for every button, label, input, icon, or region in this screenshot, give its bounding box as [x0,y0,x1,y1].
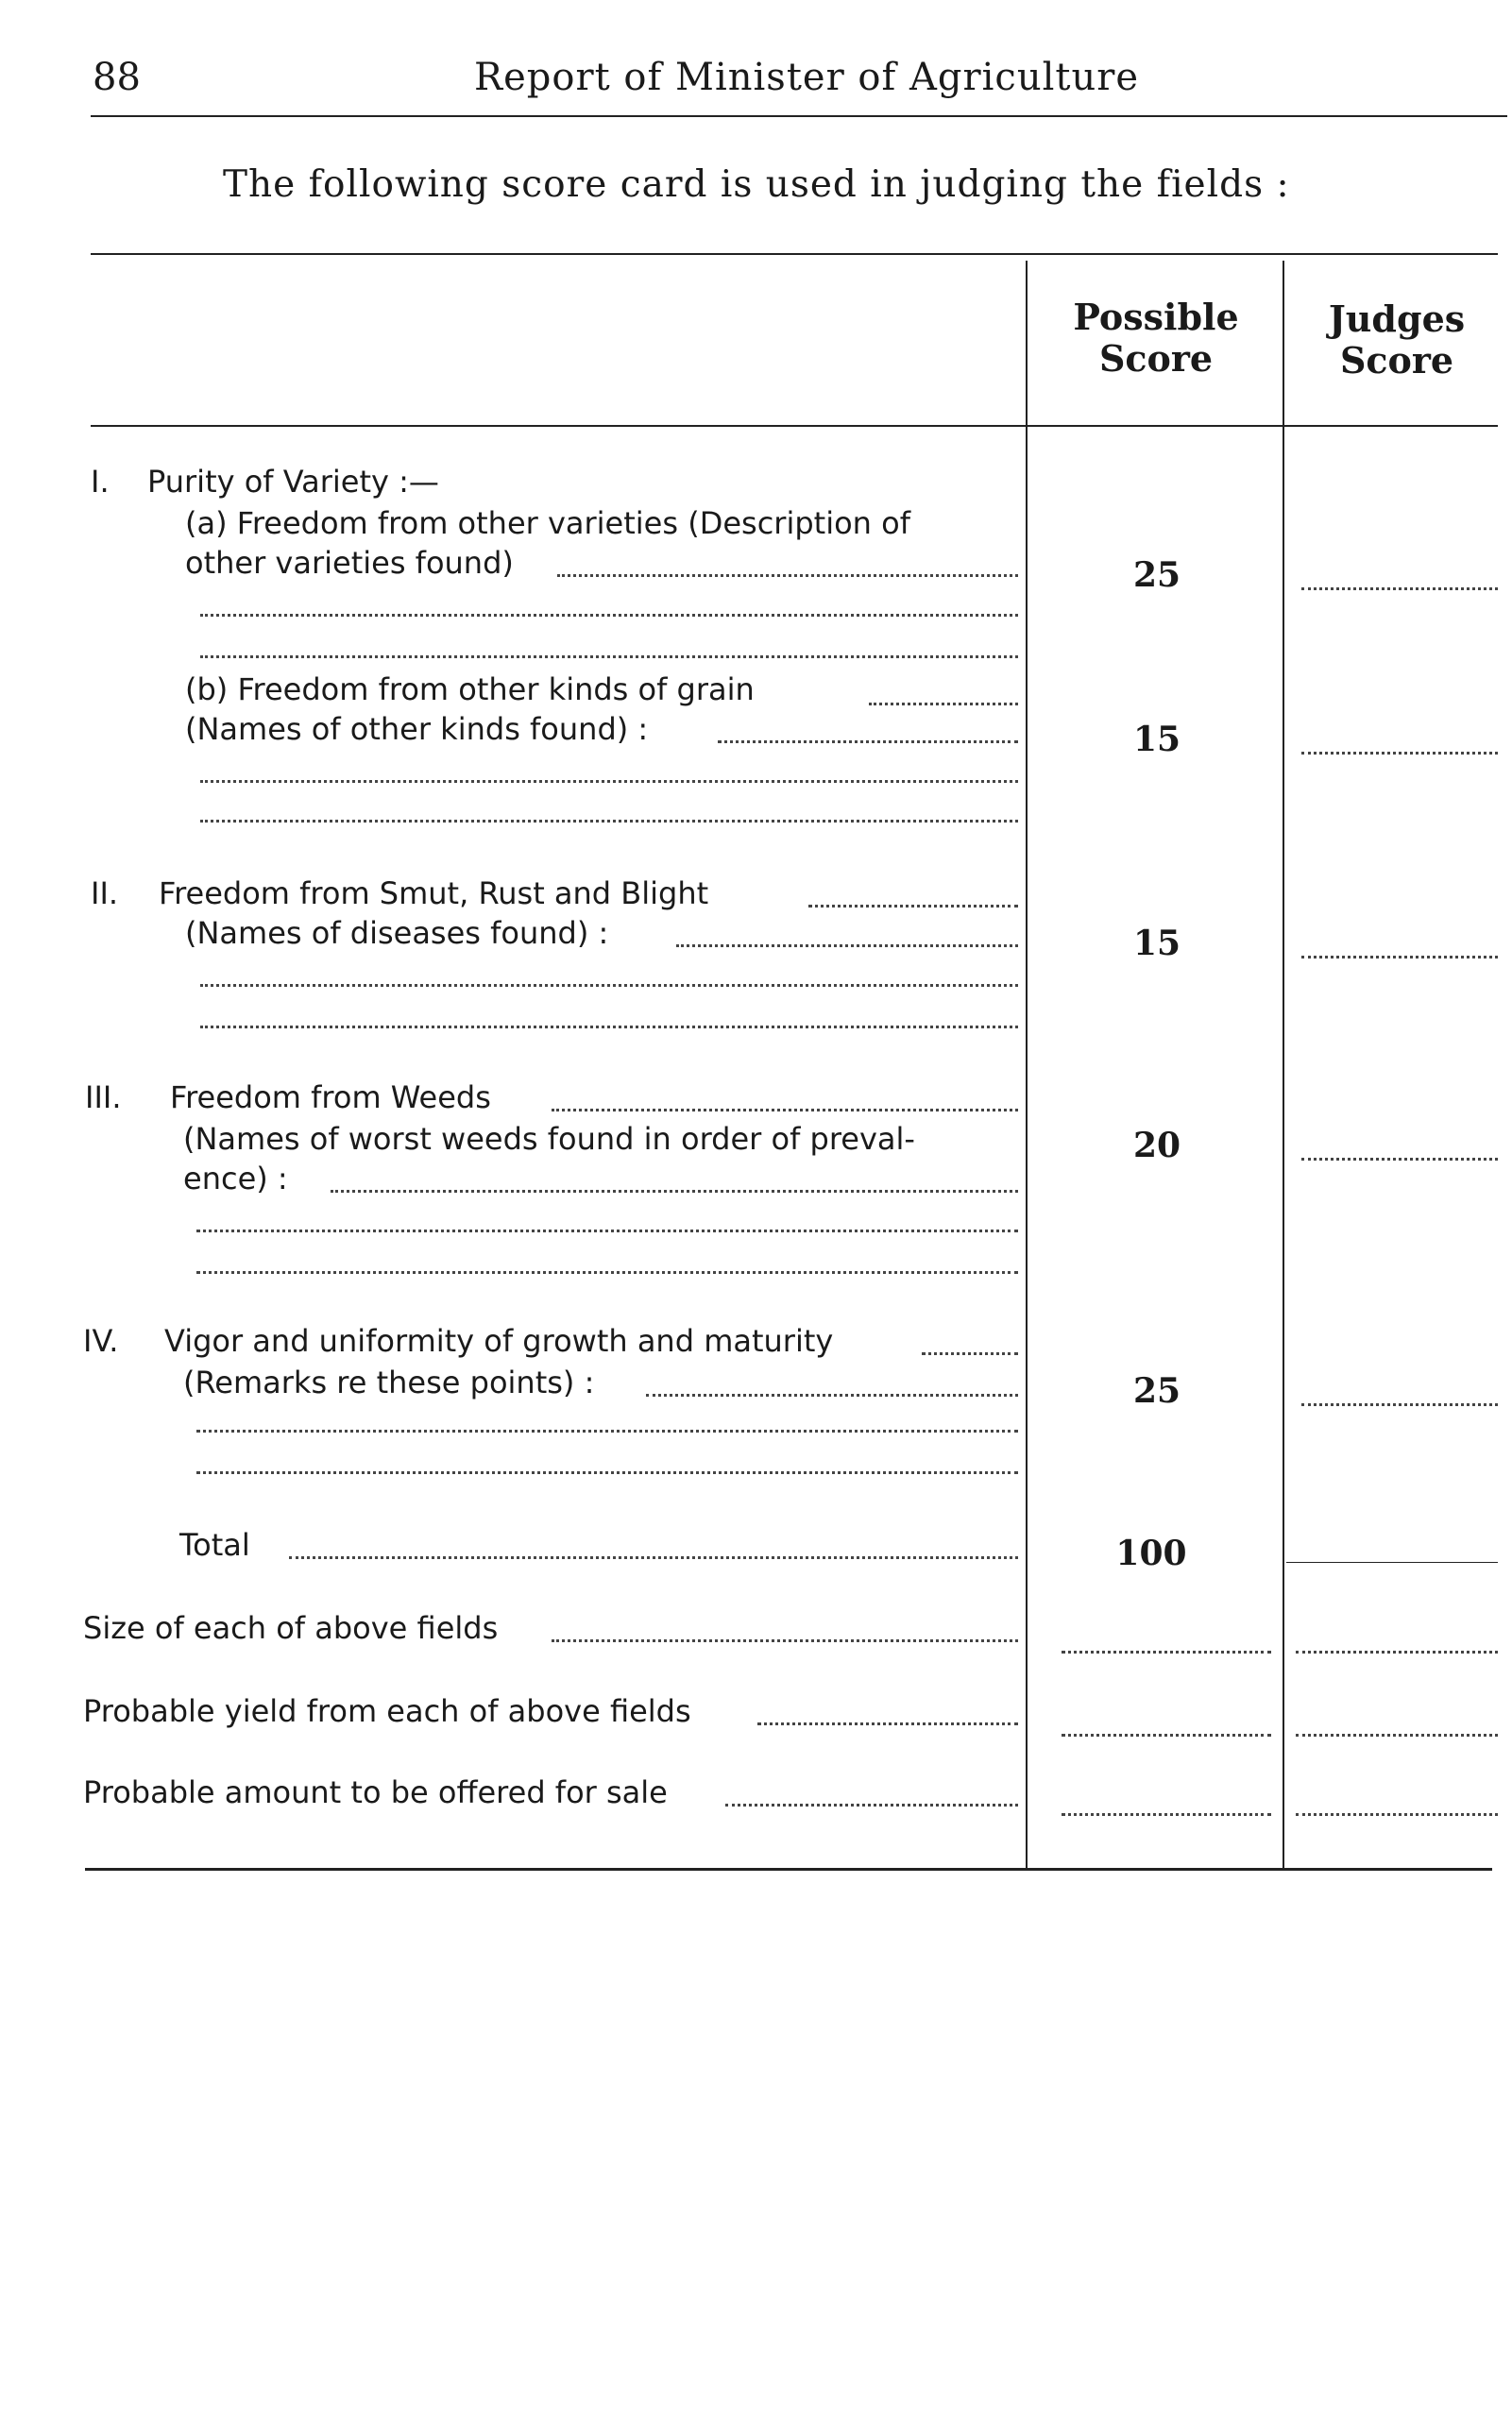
section-i-a-line-1: (a) Freedom from other varieties (Description of [185,505,910,541]
judges-score-header [1286,298,1507,382]
blank-line [200,820,1018,823]
page-number: 88 [93,56,141,99]
possible-score-header [1029,297,1283,380]
blank-line [196,1430,1018,1433]
section-i-b-score: 15 [1132,720,1181,759]
judges-score-header-line-2: Score [1339,339,1454,382]
leader-dots [289,1556,1018,1559]
section-iv-title: Vigor and uniformity of growth and maturity [164,1323,834,1359]
section-iii-sub-line-2: ence) : [183,1161,288,1196]
judges-blank [1296,1734,1498,1737]
possible-blank [1062,1734,1271,1737]
intro-sentence: The following score card is used in judging the fields : [223,163,1290,206]
judges-blank [1301,752,1498,755]
table-header-rule [91,425,1498,427]
leader-dots [646,1394,1018,1397]
possible-score-header-line-2: Score [1098,337,1214,380]
section-ii-title: Freedom from Smut, Rust and Blight [159,875,709,911]
possible-blank [1062,1813,1271,1816]
blank-line [196,1271,1018,1274]
blank-line [200,780,1018,783]
probable-yield-label: Probable yield from each of above fields [83,1693,691,1729]
section-iii-sub-line-1: (Names of worst weeds found in order of preval- [183,1121,915,1157]
section-iv-numeral: IV. [83,1323,119,1359]
judges-total-rule [1286,1562,1498,1563]
amount-for-sale-label: Probable amount to be offered for sale [83,1774,668,1810]
blank-line [200,1026,1018,1028]
section-i-a-score: 25 [1132,555,1181,595]
judges-blank [1301,956,1498,959]
leader-dots [869,703,1018,705]
blank-line [196,1471,1018,1474]
leader-dots [557,574,1018,577]
blank-line [200,984,1018,987]
blank-line [200,655,1018,658]
blank-line [196,1230,1018,1232]
judges-blank [1296,1651,1498,1654]
field-size-label: Size of each of above fields [83,1610,499,1646]
section-iii-title: Freedom from Weeds [170,1079,491,1115]
leader-dots [808,905,1018,908]
possible-score-header-line-1: Possible [1073,296,1239,338]
section-ii-sub: (Names of diseases found) : [185,915,609,951]
section-ii-score: 15 [1132,924,1181,963]
total-score: 100 [1115,1534,1187,1573]
leader-dots [552,1109,1018,1111]
leader-dots [725,1804,1018,1807]
judges-blank [1301,1158,1498,1161]
section-i-numeral: I. [91,464,110,500]
section-i-b-line-2: (Names of other kinds found) : [185,711,649,747]
table-top-rule [91,253,1498,255]
leader-dots [922,1352,1018,1355]
judges-score-header-line-1: Judges [1328,297,1466,340]
judges-blank [1296,1813,1498,1816]
section-ii-numeral: II. [91,875,119,911]
judges-blank [1301,587,1498,590]
section-iii-numeral: III. [85,1079,122,1115]
section-iv-sub: (Remarks re these points) : [183,1365,595,1400]
leader-dots [331,1190,1018,1193]
total-label: Total [179,1527,250,1563]
section-i-a-line-2: other varieties found) [185,545,514,581]
header-rule [91,115,1507,117]
judges-blank [1301,1403,1498,1406]
blank-line [200,614,1018,617]
section-i-b-line-1: (b) Freedom from other kinds of grain [185,671,755,707]
section-iv-score: 25 [1132,1371,1181,1411]
section-iii-score: 20 [1132,1126,1181,1165]
leader-dots [552,1639,1018,1642]
leader-dots [718,740,1018,743]
section-i-title: Purity of Variety :— [147,464,439,500]
column-divider-2 [1283,261,1284,1868]
possible-blank [1062,1651,1271,1654]
running-title: Report of Minister of Agriculture [474,56,1139,99]
leader-dots [676,944,1018,947]
leader-dots [757,1722,1018,1725]
column-divider-1 [1026,261,1028,1868]
table-bottom-rule [85,1868,1492,1871]
